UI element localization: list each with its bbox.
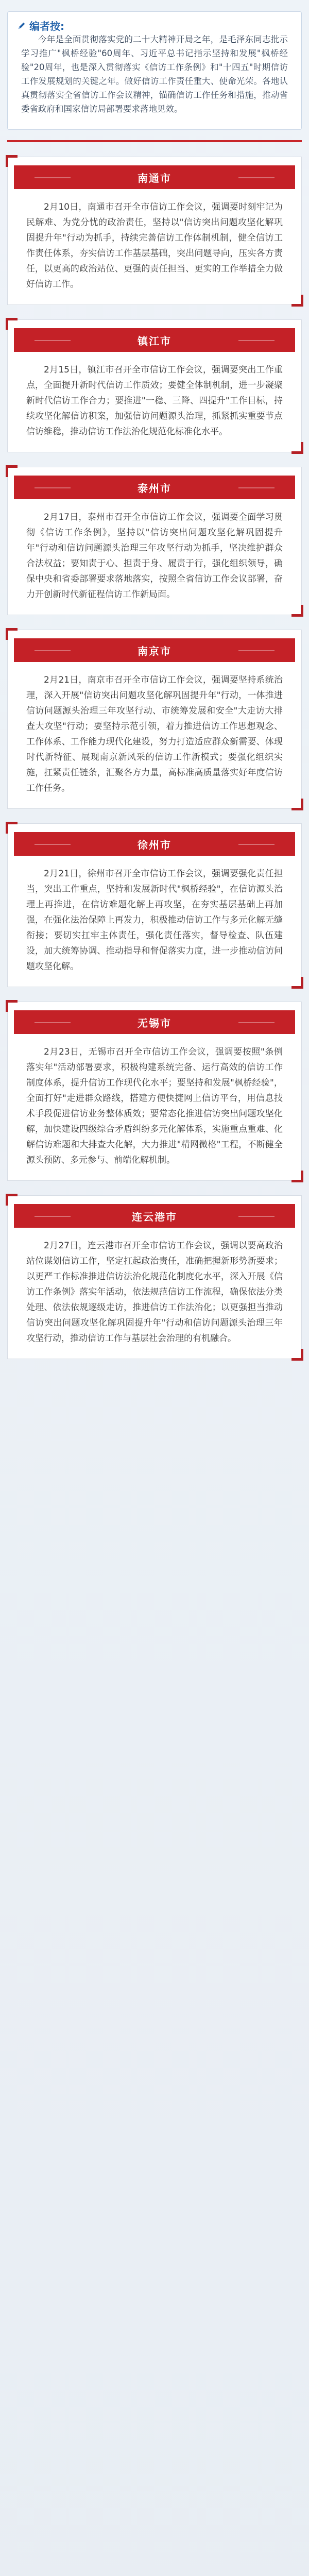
city-card-zhenjiang xyxy=(7,319,302,452)
city-card-nanjing xyxy=(7,630,302,809)
city-card-header xyxy=(14,638,295,662)
city-card-lianyungang xyxy=(7,1195,302,1359)
city-card-title: 南通市 xyxy=(138,172,171,184)
city-card-text: 2月27日，连云港市召开全市信访工作会议，强调以要高政治站位谋划信访工作，坚定扛起政治责任，准确把握新形势新要求；以更严工作标准推进信访法治化规范化制度化水平，深入开展《信访工作条例》落实年活动，依法规范信访工作流程，确保依法分类处理、依法依规逐级走访，推进信访工作法治化；以更强担当推动信访突出问题攻坚化解巩固提升年"行动和信访问题源头治理三年攻坚行动，推动信访工作与基层社会治理的有机融合。 xyxy=(26,1241,283,1344)
city-card-header xyxy=(14,476,295,499)
city-card-title: 徐州市 xyxy=(138,838,171,851)
city-card-text: 2月21日，南京市召开全市信访工作会议，强调要坚持系统治理，深入开展"信访突出问题攻坚化解巩固提升年"行动，一体推进信访问题源头治理三年攻坚行动、市统筹发展和安全"大走访大排查大攻坚"行动；要坚持示范引领，着力推进信访工作思想观念、工作体系、工作能力现代化建设，努力打造适应群众新需要、体现时代新特征、展现南京新风采的信访工作新模式；要强化组织实施，扛紧责任链条，汇聚各方力量，高标准高质量落实好年度信访工作任务。 xyxy=(26,675,283,793)
city-card-text: 2月17日，泰州市召开全市信访工作会议，强调要全面学习贯彻《信访工作条例》，坚持以"信访突出问题攻坚化解巩固提升年"行动和信访问题源头治理三年攻坚行动为抓手，坚决维护群众合法权益；要知责于心、担责于身、履责于行，强化组织领导，确保中央和省委部署要求落地落实，按照全省信访工作会议部署，奋力开创新时代新征程信访工作新局面。 xyxy=(26,512,283,600)
city-card-taizhou xyxy=(7,467,302,615)
city-card-header xyxy=(14,832,295,856)
city-card-title: 镇江市 xyxy=(138,334,171,347)
city-card-title: 无锡市 xyxy=(138,1016,171,1029)
city-card-text: 2月15日，镇江市召开全市信访工作会议，强调要突出工作重点，全面提升新时代信访工作质效；要健全体制机制，进一步凝聚新时代信访工作合力；要推进"一稳、三降、四提升"工作目标，持续攻坚化解信访积案，加强信访问题源头治理，抓紧抓实重要节点信访维稳，推动信访工作法治化规范化标准化水平。 xyxy=(26,365,283,437)
editor-note-tag xyxy=(17,18,64,33)
city-card-header xyxy=(14,1204,295,1228)
city-card-wuxi xyxy=(7,1002,302,1181)
city-card-title: 泰州市 xyxy=(138,482,171,495)
editor-note xyxy=(7,11,302,130)
section-divider xyxy=(7,140,302,142)
city-card-title: 南京市 xyxy=(138,645,171,657)
city-card-header xyxy=(14,165,295,189)
city-card-xuzhou xyxy=(7,823,302,987)
city-card-title: 连云港市 xyxy=(132,1210,177,1223)
city-card-text: 2月21日，徐州市召开全市信访工作会议，强调要强化责任担当，突出工作重点，坚持和发展新时代"枫桥经验"，在信访源头治理上再推进，在信访难题化解上再攻坚，在夯实基层基础上再加强，在强化法治保障上再发力，积极推动信访工作与多元化解无缝衔接；要切实扛牢主体责任，强化责任落实，督导检查、队伍建设，加大统筹协调、推动指导和督促落实力度，进一步推动信访问题攻坚化解。 xyxy=(26,869,283,972)
city-card-header xyxy=(14,328,295,352)
city-card-nantong xyxy=(7,157,302,305)
city-card-text: 2月10日，南通市召开全市信访工作会议，强调要时刻牢记为民解难、为党分忧的政治责任，坚持以"信访突出问题攻坚化解巩固提升年"行动为抓手，持续完善信访工作体制机制，健全信访工作责任体系，夯实信访工作基层基础，突出问题导向，压实各方责任，以更高的政治站位、更强的责任担当、更实的工作举措全力做好信访工作。 xyxy=(26,202,283,290)
city-card-header xyxy=(14,1010,295,1034)
city-card-text: 2月23日，无锡市召开全市信访工作会议，强调要按照"条例落实年"活动部署要求，积极构建系统完备、运行高效的信访工作制度体系，提升信访工作现代化水平；要坚持和发展"枫桥经验"，全面打好"走进群众路线，搭建方便快捷网上信访平台，用信息技术手段促进信访业务整体质效；要常态化推进信访突出问题攻坚化解，加快建设四级综合矛盾纠纷多元化解体系，实施重点重难、化解信访难题和大排查大化解，大力推进"精网微格"工程，不断健全源头预防、多元参与、前端化解机制。 xyxy=(26,1047,283,1165)
editor-note-text: 今年是全面贯彻落实党的二十大精神开局之年，是毛泽东同志批示学习推广"枫桥经验"60周年、习近平总书记指示坚持和发展"枫桥经验"20周年，也是深入贯彻落实《信访工作条例》和"十四五"时期信访工作发展规划的关键之年。做好信访工作责任重大、使命光荣。各地认真贯彻落实全省信访工作会议精神，锚确信访工作任务和措施，推动省委省政府和国家信访局部署要求落地见效。 xyxy=(21,35,288,114)
pen-icon xyxy=(17,21,26,30)
editor-note-label: 编者按: xyxy=(29,20,64,32)
